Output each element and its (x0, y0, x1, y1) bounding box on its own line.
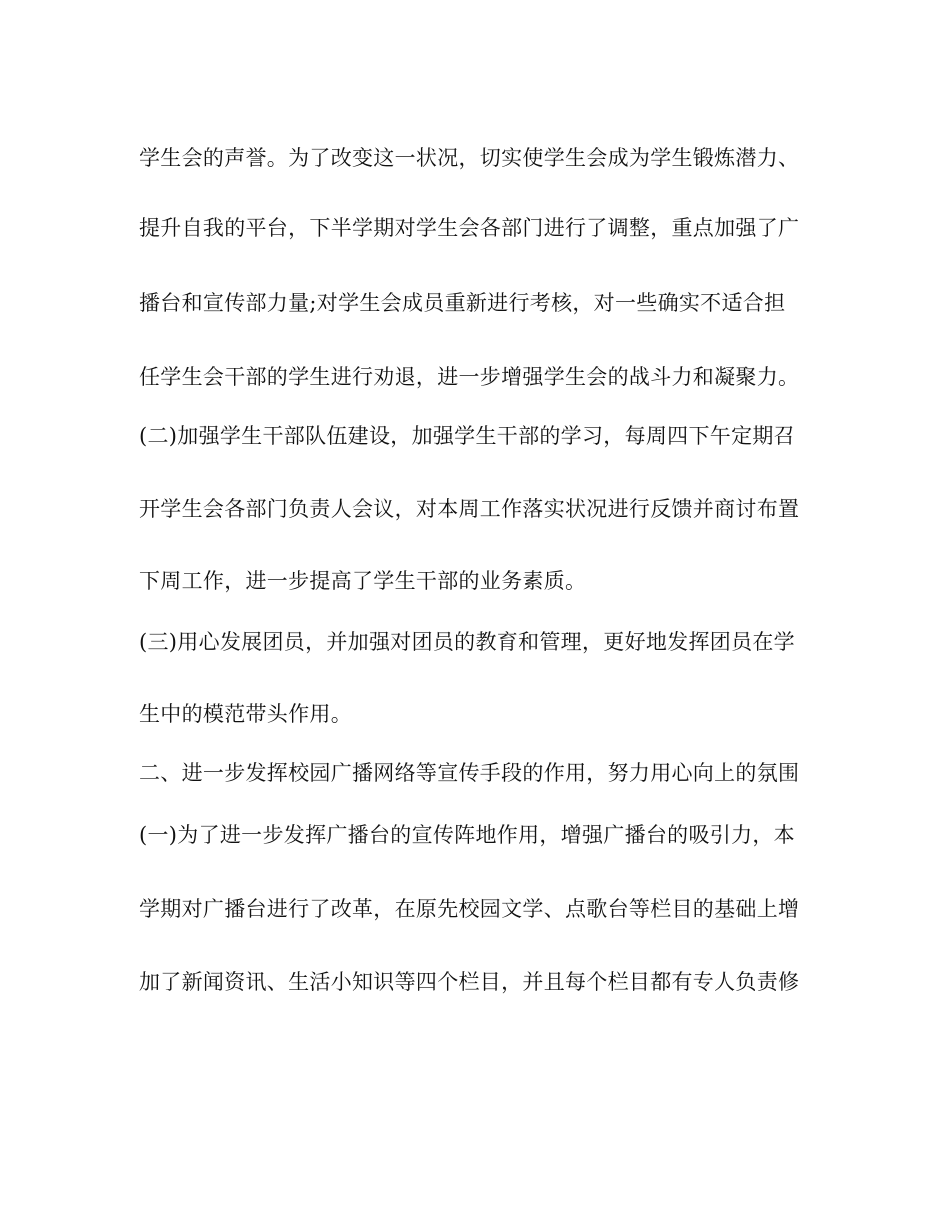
text-line: (三)用心发展团员，并加强对团员的教育和管理，更好地发挥团员在学 (139, 630, 795, 654)
text-line: (一)为了进一步发挥广播台的宣传阵地作用，增强广播台的吸引力，本 (139, 823, 795, 847)
text-line: 任学生会干部的学生进行劝退，进一步增强学生会的战斗力和凝聚力。 (139, 365, 800, 389)
text-line: (二)加强学生干部队伍建设，加强学生干部的学习，每周四下午定期召 (139, 424, 795, 448)
text-line: 加了新闻资讯、生活小知识等四个栏目，并且每个栏目都有专人负责修 (139, 970, 800, 994)
text-line: 下周工作，进一步提高了学生干部的业务素质。 (139, 569, 587, 593)
text-line: 学生会的声誉。为了改变这一状况，切实使学生会成为学生锻炼潜力、 (139, 146, 800, 170)
text-line: 开学生会各部门负责人会议，对本周工作落实状况进行反馈并商讨布置 (139, 497, 800, 521)
text-line: 学期对广播台进行了改革，在原先校园文学、点歌台等栏目的基础上增 (139, 897, 800, 921)
text-line: 提升自我的平台，下半学期对学生会各部门进行了调整，重点加强了广 (139, 216, 800, 240)
text-line: 播台和宣传部力量;对学生会成员重新进行考核，对一些确实不适合担 (139, 291, 786, 315)
section-heading: 二、进一步发挥校园广播网络等宣传手段的作用，努力用心向上的氛围 (139, 761, 800, 785)
text-line: 生中的模范带头作用。 (139, 702, 352, 726)
